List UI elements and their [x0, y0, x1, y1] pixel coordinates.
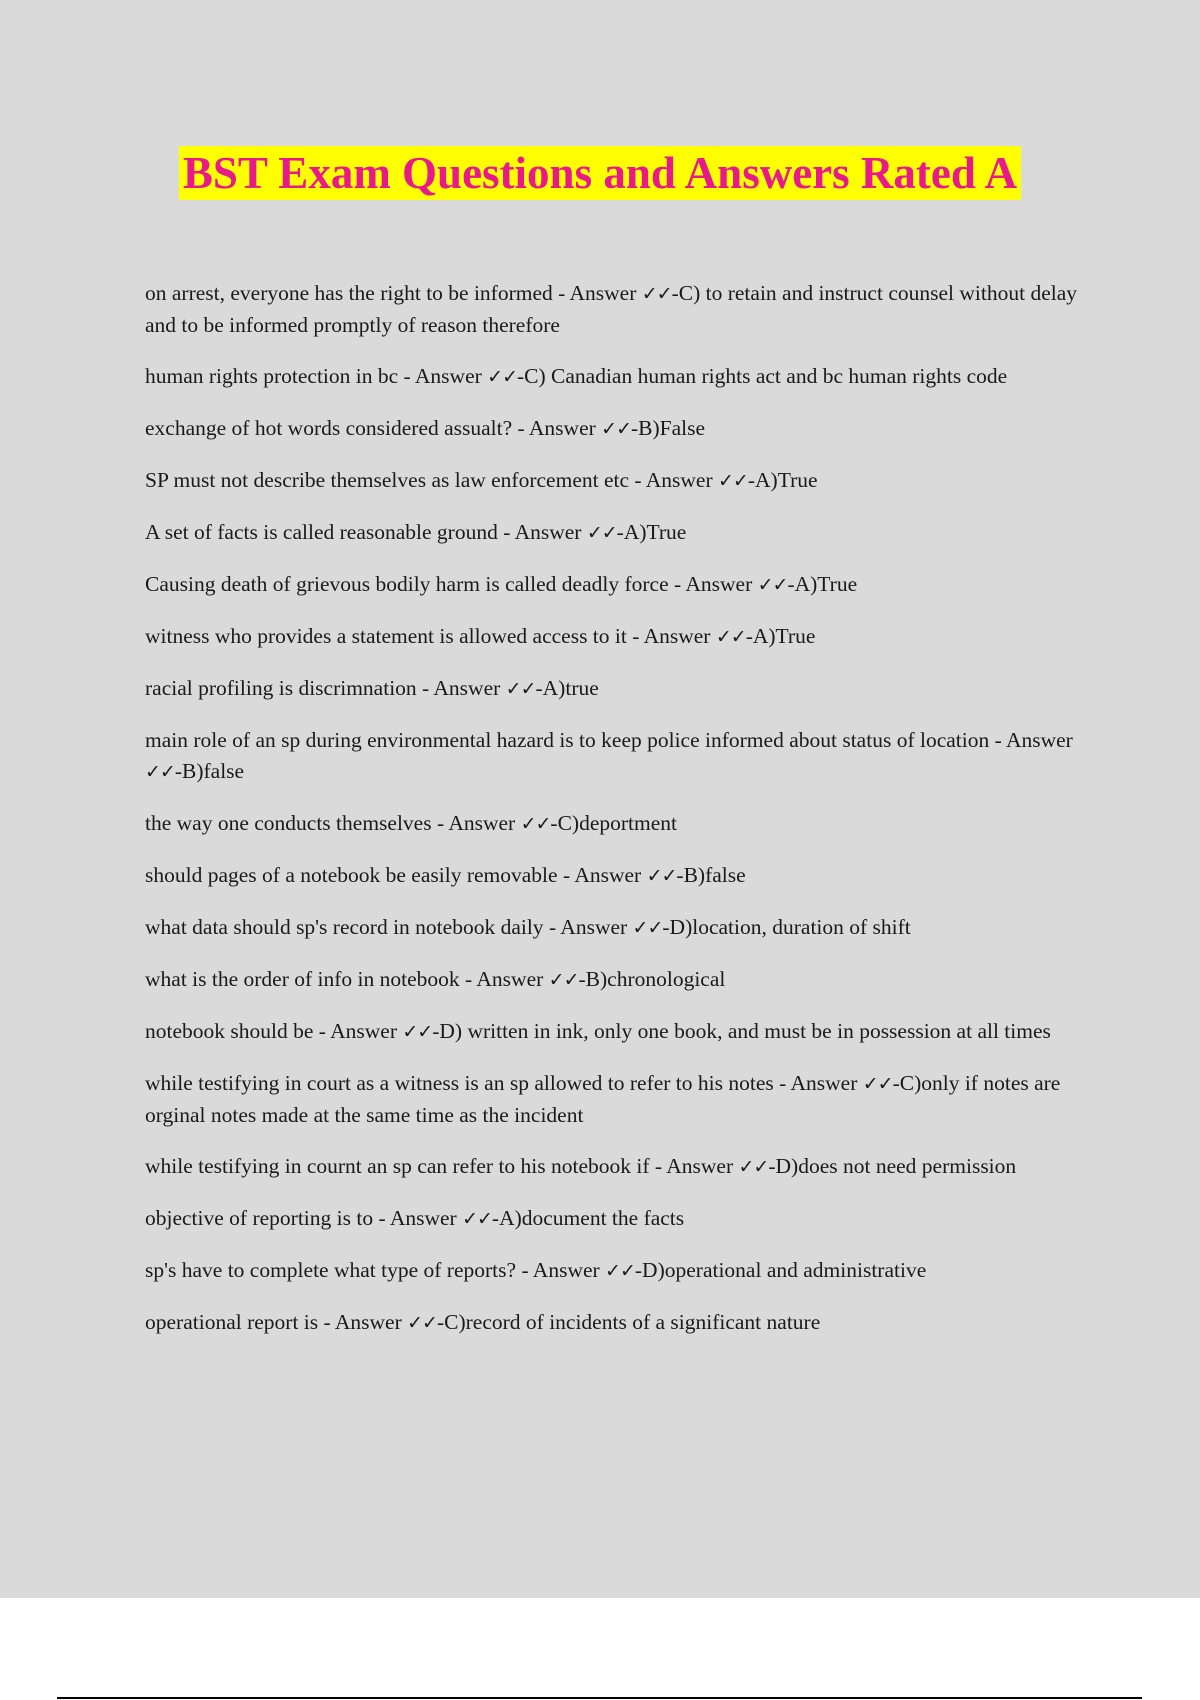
- double-check-icon: ✓✓: [402, 1021, 433, 1043]
- qa-item: [145, 1255, 1090, 1287]
- answer-text: -C) to retain and instruct counsel without delay and to be informed promptly of reason therefore: [145, 281, 1078, 337]
- answer-text: -B)false: [174, 759, 245, 783]
- double-check-icon: ✓✓: [605, 1260, 635, 1282]
- separator: -: [557, 863, 575, 887]
- document-title: BST Exam Questions and Answers Rated A: [179, 146, 1021, 200]
- qa-item: [145, 569, 1090, 601]
- qa-list: [145, 278, 1090, 1359]
- separator: -: [626, 624, 644, 648]
- answer-text: -C)deportment: [550, 811, 677, 835]
- answer-label: Answer: [414, 364, 482, 388]
- double-check-icon: ✓✓: [407, 1312, 437, 1334]
- double-check-icon: ✓✓: [862, 1073, 893, 1095]
- answer-label: Answer: [514, 520, 582, 544]
- separator: -: [373, 1206, 390, 1230]
- double-check-icon: ✓✓: [632, 917, 663, 939]
- answer-label: Answer: [643, 624, 711, 648]
- separator: -: [313, 1019, 331, 1043]
- question-text: what data should sp's record in notebook daily: [145, 915, 544, 939]
- separator: -: [516, 1258, 533, 1282]
- double-check-icon: ✓✓: [718, 470, 748, 492]
- double-check-icon: ✓✓: [738, 1156, 769, 1178]
- answer-text: -A)True: [787, 572, 858, 596]
- qa-item: [145, 912, 1090, 944]
- qa-item: [145, 278, 1090, 341]
- double-check-icon: ✓✓: [601, 418, 631, 440]
- double-check-icon: ✓✓: [520, 813, 551, 835]
- answer-label: Answer: [532, 1258, 600, 1282]
- separator: -: [543, 915, 561, 939]
- answer-label: Answer: [389, 1206, 457, 1230]
- double-check-icon: ✓✓: [145, 761, 175, 783]
- qa-item: [145, 860, 1090, 892]
- separator: -: [318, 1310, 335, 1334]
- separator: -: [459, 967, 477, 991]
- answer-text: -A)True: [616, 520, 687, 544]
- double-check-icon: ✓✓: [646, 865, 677, 887]
- answer-text: -A)true: [535, 676, 599, 700]
- separator: -: [649, 1154, 667, 1178]
- answer-label: Answer: [334, 1310, 402, 1334]
- separator: -: [431, 811, 449, 835]
- qa-item: [145, 673, 1090, 705]
- qa-item: [145, 1203, 1090, 1235]
- answer-text: -B)chronological: [578, 967, 726, 991]
- question-text: the way one conducts themselves: [145, 811, 432, 835]
- answer-text: -C) Canadian human rights act and bc human rights code: [517, 364, 1008, 388]
- answer-text: -D)location, duration of shift: [662, 915, 911, 939]
- separator: -: [398, 364, 415, 388]
- answer-label: Answer: [448, 811, 516, 835]
- answer-text: -C)record of incidents of a significant nature: [436, 1310, 821, 1334]
- separator: -: [512, 416, 529, 440]
- separator: -: [773, 1071, 791, 1095]
- answer-label: Answer: [574, 863, 642, 887]
- answer-text: -D)operational and administrative: [634, 1258, 927, 1282]
- qa-item: [145, 1068, 1090, 1131]
- double-check-icon: ✓✓: [548, 969, 579, 991]
- qa-item: [145, 1307, 1090, 1339]
- question-text: exchange of hot words considered assualt?: [145, 416, 513, 440]
- question-text: while testifying in cournt an sp can refer to his notebook if: [145, 1154, 650, 1178]
- answer-text: -A)True: [745, 624, 816, 648]
- title-wrapper: [0, 146, 1200, 200]
- answer-text: -D)does not need permission: [768, 1154, 1017, 1178]
- separator: -: [552, 281, 570, 305]
- double-check-icon: ✓✓: [757, 574, 788, 596]
- double-check-icon: ✓✓: [641, 283, 672, 305]
- answer-label: Answer: [1005, 728, 1073, 752]
- separator: -: [989, 728, 1006, 752]
- question-text: notebook should be: [145, 1019, 314, 1043]
- answer-label: Answer: [685, 572, 753, 596]
- question-text: witness who provides a statement is allowed access to it: [145, 624, 627, 648]
- answer-label: Answer: [433, 676, 501, 700]
- double-check-icon: ✓✓: [505, 678, 536, 700]
- answer-text: -C)only if notes are orginal notes made at the same time as the incident: [145, 1071, 1061, 1127]
- question-text: sp's have to complete what type of reports?: [145, 1258, 517, 1282]
- answer-label: Answer: [476, 967, 544, 991]
- answer-text: -A)True: [747, 468, 818, 492]
- qa-item: [145, 465, 1090, 497]
- question-text: operational report is: [145, 1310, 319, 1334]
- answer-label: Answer: [560, 915, 628, 939]
- separator: -: [668, 572, 686, 596]
- answer-text: -B)False: [631, 416, 706, 440]
- answer-text: -B)false: [676, 863, 746, 887]
- answer-label: Answer: [569, 281, 637, 305]
- question-text: while testifying in court as a witness is an sp allowed to refer to his notes: [145, 1071, 774, 1095]
- qa-item: [145, 621, 1090, 653]
- answer-text: -A)document the facts: [491, 1206, 685, 1230]
- qa-item: [145, 725, 1090, 788]
- question-text: A set of facts is called reasonable ground: [145, 520, 498, 544]
- qa-item: [145, 808, 1090, 840]
- double-check-icon: ✓✓: [586, 522, 617, 544]
- answer-label: Answer: [330, 1019, 398, 1043]
- qa-item: [145, 964, 1090, 996]
- answer-label: Answer: [790, 1071, 858, 1095]
- separator: -: [629, 468, 646, 492]
- separator: -: [497, 520, 515, 544]
- qa-item: [145, 361, 1090, 393]
- question-text: main role of an sp during environmental hazard is to keep police informed about status of location: [145, 728, 990, 752]
- question-text: SP must not describe themselves as law enforcement etc: [145, 468, 630, 492]
- qa-item: [145, 1151, 1090, 1183]
- question-text: racial profiling is discrimnation: [145, 676, 417, 700]
- double-check-icon: ✓✓: [715, 626, 746, 648]
- footer-divider: [57, 1697, 1142, 1699]
- question-text: what is the order of info in notebook: [145, 967, 460, 991]
- answer-label: Answer: [528, 416, 596, 440]
- double-check-icon: ✓✓: [462, 1208, 492, 1230]
- question-text: human rights protection in bc: [145, 364, 399, 388]
- answer-label: Answer: [645, 468, 713, 492]
- qa-item: [145, 517, 1090, 549]
- question-text: objective of reporting is to: [145, 1206, 374, 1230]
- qa-item: [145, 413, 1090, 445]
- question-text: Causing death of grievous bodily harm is called deadly force: [145, 572, 669, 596]
- qa-item: [145, 1016, 1090, 1048]
- answer-text: -D) written in ink, only one book, and must be in possession at all times: [432, 1019, 1051, 1043]
- separator: -: [416, 676, 434, 700]
- question-text: on arrest, everyone has the right to be informed: [145, 281, 553, 305]
- answer-label: Answer: [666, 1154, 734, 1178]
- question-text: should pages of a notebook be easily removable: [145, 863, 558, 887]
- double-check-icon: ✓✓: [487, 366, 517, 388]
